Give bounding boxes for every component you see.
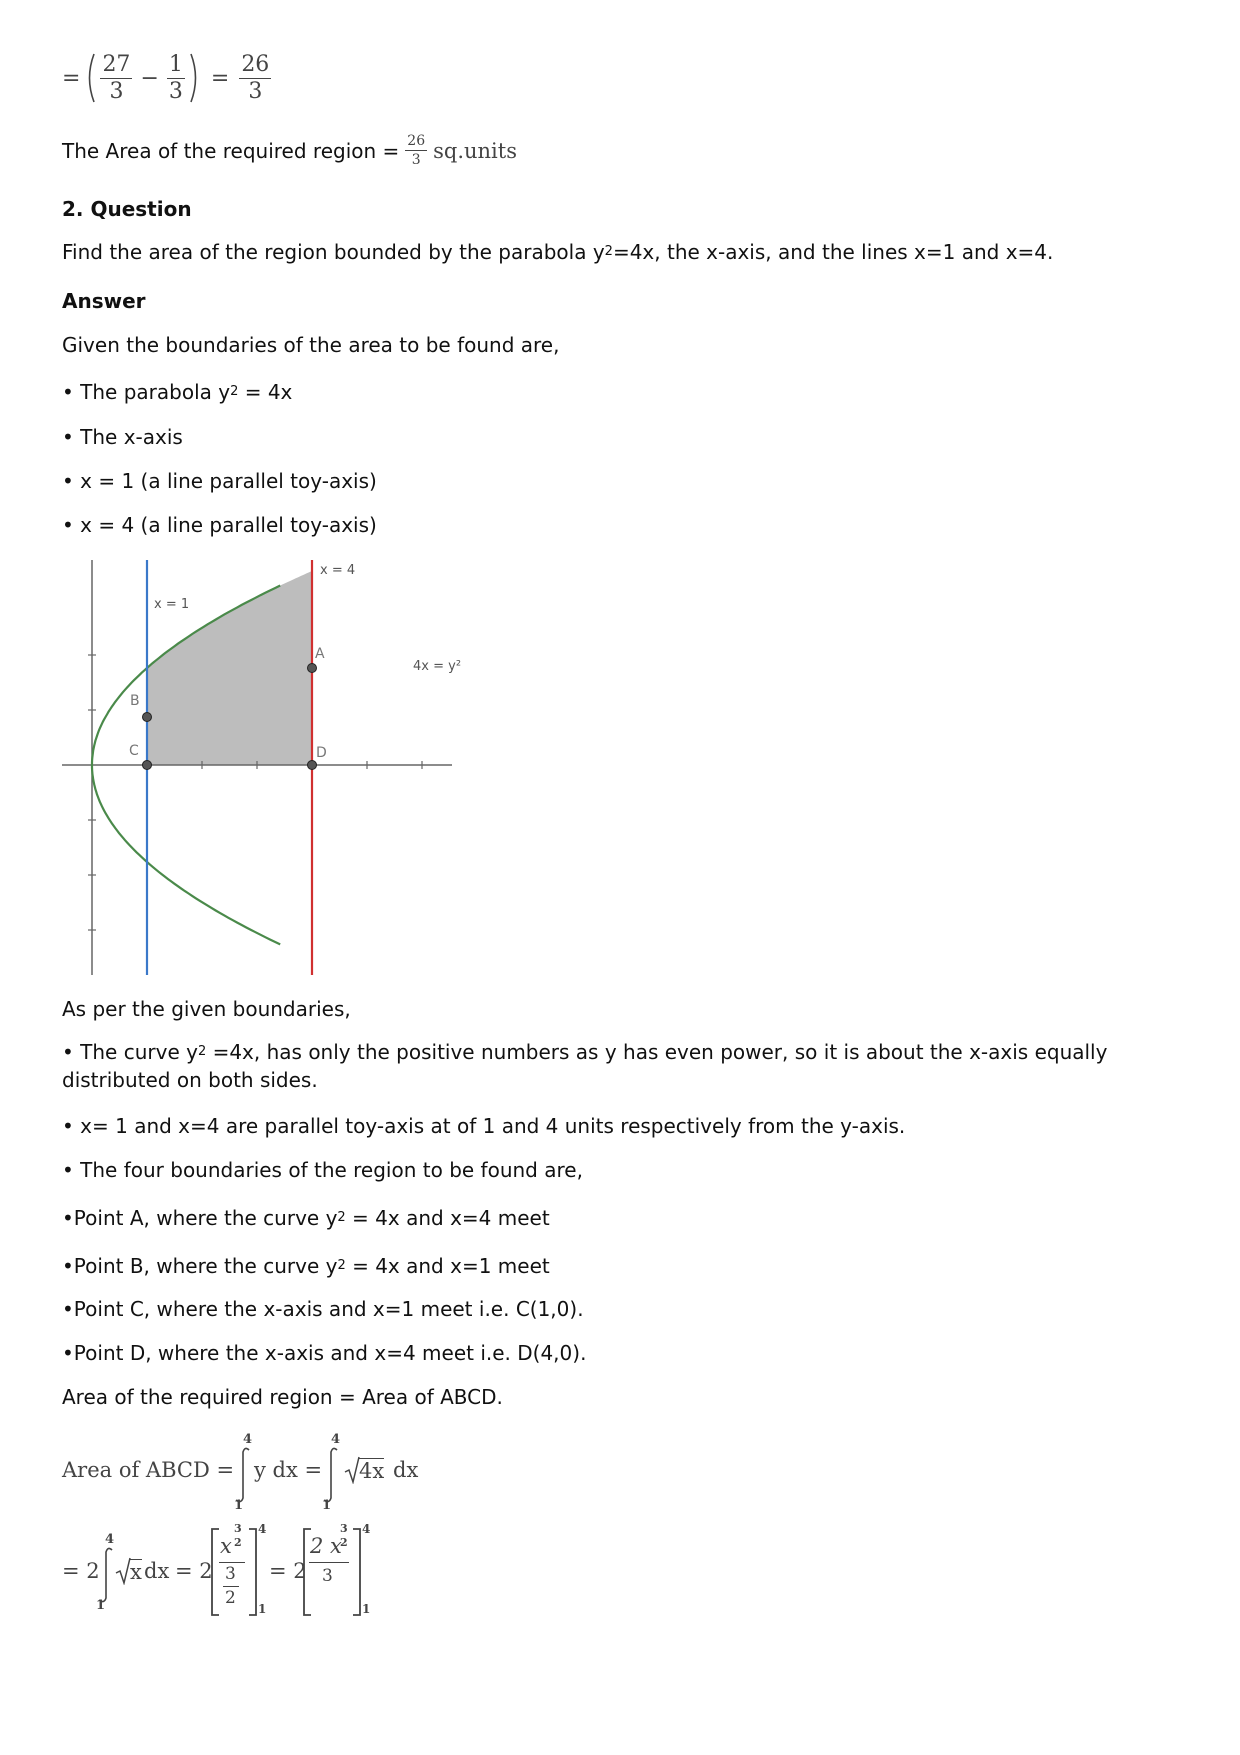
area-fraction: $\frac{26}{3}$ — [407, 133, 426, 168]
limit-lower-2: 1 — [362, 1602, 371, 1616]
sqrt-4x: 4x — [359, 1459, 385, 1483]
integral-lower-2: 1 — [322, 1498, 332, 1513]
label-x-4: x = 4 — [320, 563, 356, 578]
point-a-note: •Point A, where the curve $y^2 = 4x$ and x=4 meet — [62, 1206, 550, 1230]
integral-label: Area of ABCD = — [62, 1458, 235, 1482]
answer-heading: Answer — [62, 289, 146, 313]
area-result-text: The Area of the required region = — [62, 138, 400, 163]
coef-2x: 2 x — [310, 1534, 342, 1558]
label-x-1: x = 1 — [154, 597, 190, 612]
den-den: 2 — [225, 1588, 236, 1608]
given-intro: Given the boundaries of the area to be found are, — [62, 333, 560, 357]
den-3: 3 — [322, 1566, 333, 1586]
pow-num-2: 3 — [340, 1522, 348, 1535]
top-formula — [62, 52, 271, 104]
minus-sign: − — [140, 65, 159, 91]
bullet-x-4: • x = 4 (a line parallel toy-axis) — [62, 513, 377, 537]
parabola-figure — [62, 560, 512, 980]
equals-sign: = — [210, 65, 230, 91]
point-b-note: •Point B, where the curve $y^2 = 4x$ and x=1 meet — [62, 1254, 550, 1278]
left-paren-icon — [84, 52, 96, 104]
pow-den: 2 — [234, 1536, 242, 1549]
equals-sign: = — [62, 65, 81, 91]
label-a: A — [315, 646, 325, 662]
right-bracket-icon — [248, 1528, 258, 1616]
fraction-bar — [219, 1562, 245, 1563]
fraction-26-3: $\frac{26}{3}$ — [241, 51, 270, 104]
point-c — [143, 761, 152, 770]
question-heading: 2. Question — [62, 197, 192, 221]
bullet-x-1: • x = 1 (a line parallel toy-axis) — [62, 469, 377, 493]
integral-upper: 4 — [243, 1432, 253, 1447]
dx-2: dx — [144, 1559, 170, 1583]
limit-upper-2: 4 — [362, 1522, 371, 1536]
area-units: sq.units — [433, 138, 517, 163]
point-c-note: •Point C, where the x-axis and x=1 meet i.e. C(1,0). — [62, 1297, 584, 1321]
sqrt-icon — [115, 1557, 131, 1585]
bullet-parabola: • The parabola $y^2 = 4x$ — [62, 380, 293, 404]
eq-2: = 2 — [62, 1559, 100, 1583]
integral-lower-3: 1 — [96, 1598, 106, 1613]
boundary-four-note: • The four boundaries of the region to be found are, — [62, 1158, 583, 1182]
eq-3: = 2 — [269, 1559, 307, 1583]
base-x: x — [220, 1534, 232, 1558]
right-paren-icon — [189, 52, 201, 104]
fraction-1-3: $\frac{1}{3}$ — [168, 51, 183, 104]
area-equals-abcd: Area of the required region = Area of ABCD. — [62, 1385, 503, 1409]
fraction-bar-2 — [309, 1562, 349, 1563]
integral-upper-2: 4 — [331, 1432, 341, 1447]
sqrt-x: x — [130, 1560, 142, 1584]
integrand-y: y dx = — [254, 1458, 323, 1482]
boundary-curve-note: • The curve $y^2 =4x$, has only the positive numbers as y has even power, so it is about the x-axis equally distributed on both sides. — [62, 1040, 1108, 1092]
point-d-note: •Point D, where the x-axis and x=4 meet i.e. D(4,0). — [62, 1341, 587, 1365]
label-c: C — [129, 743, 139, 759]
boundaries-intro: As per the given boundaries, — [62, 997, 351, 1021]
limit-lower: 1 — [258, 1602, 267, 1616]
small-fraction-bar — [223, 1586, 239, 1587]
point-b — [143, 713, 152, 722]
point-d — [308, 761, 317, 770]
integral-lower: 1 — [234, 1498, 244, 1513]
area-result-line — [62, 134, 517, 167]
point-a — [308, 664, 317, 673]
bullet-x-axis: • The x-axis — [62, 425, 183, 449]
integral-sign-icon — [320, 1446, 342, 1504]
fraction-27-3: $\frac{27}{3}$ — [102, 51, 131, 104]
label-b: B — [130, 693, 140, 709]
pow-den-2: 2 — [340, 1536, 348, 1549]
right-bracket-icon — [352, 1528, 362, 1616]
integral-sign-icon — [232, 1446, 254, 1504]
boundary-lines-note: • x= 1 and x=4 are parallel toy-axis at of 1 and 4 units respectively from the y-axis. — [62, 1114, 906, 1138]
integral-evaluation — [62, 1522, 462, 1617]
question-text: Find the area of the region bounded by the parabola $y^2=4x$, the x-axis, and the lines x=1 and x=4. — [62, 240, 1054, 264]
left-bracket-icon — [210, 1528, 220, 1616]
integral-sign-icon — [95, 1546, 117, 1604]
den-num: 3 — [225, 1564, 236, 1584]
integral-area-abcd — [62, 1432, 482, 1512]
integral-upper-3: 4 — [105, 1532, 115, 1547]
integrand-dx: dx — [393, 1458, 419, 1482]
eq-times-2: = 2 — [175, 1559, 213, 1583]
label-curve: 4x = y² — [413, 659, 462, 674]
label-d: D — [316, 745, 327, 761]
limit-upper: 4 — [258, 1522, 267, 1536]
sqrt-icon — [344, 1456, 360, 1484]
pow-num: 3 — [234, 1522, 242, 1535]
